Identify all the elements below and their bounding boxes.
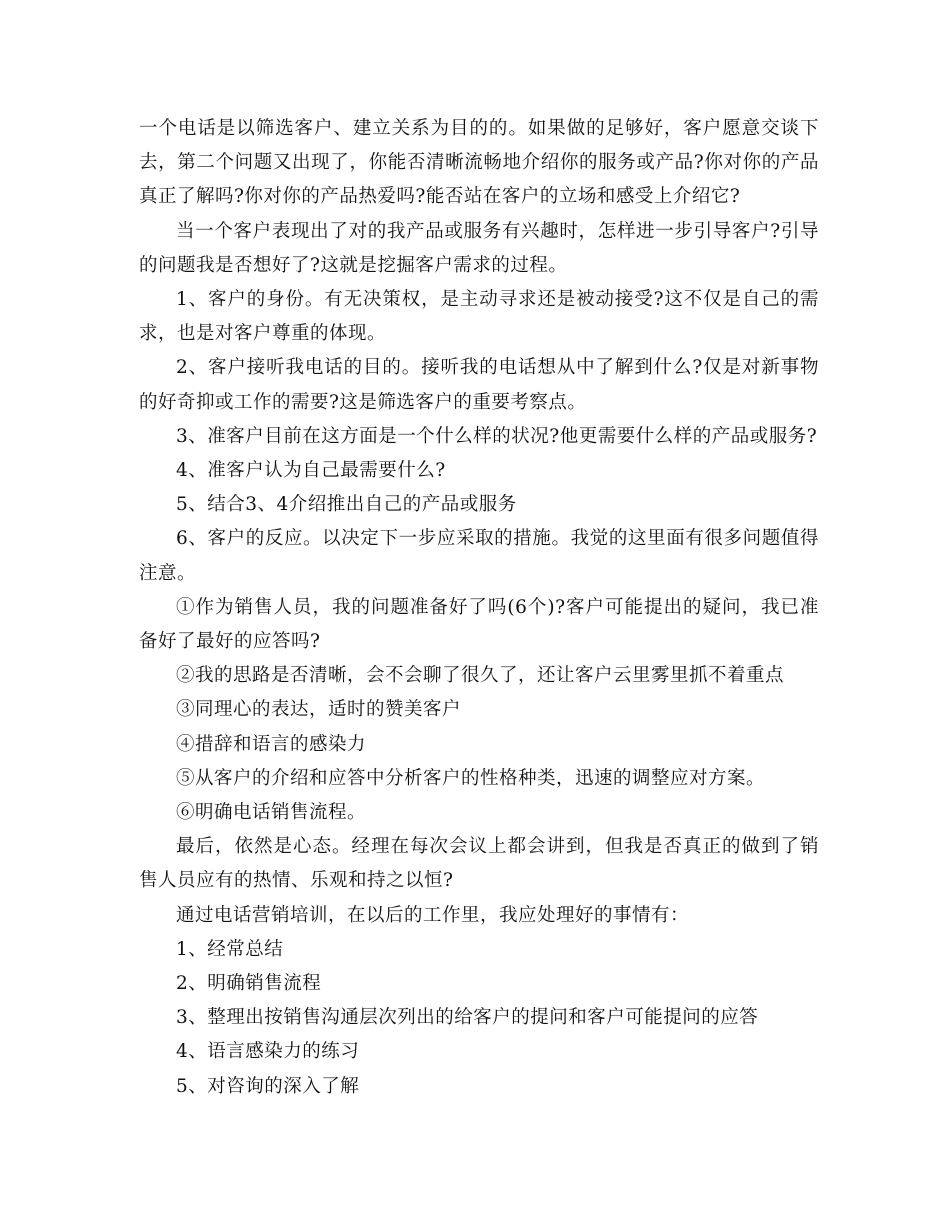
takeaway-item-question-list: 3、整理出按销售沟通层次列出的给客户的提问和客户可能提问的应答 xyxy=(176,1007,759,1029)
note-item-questions-ready: ①作为销售人员，我的问题准备好了吗(6个)?客户可能提出的疑问，我已准备好了最好的应答吗? xyxy=(139,596,819,653)
note-item-sales-process: ⑥明确电话销售流程。 xyxy=(176,802,367,824)
document-body xyxy=(139,112,819,1104)
list-item-customer-reaction: 6、客户的反应。以决定下一步应采取的措施。我觉的这里面有很多问题值得注意。 xyxy=(139,528,819,584)
takeaway-item-language-practice: 4、语言感染力的练习 xyxy=(176,1041,360,1063)
takeaway-item-summarize: 1、经常总结 xyxy=(176,938,284,960)
note-item-personality-analysis: ⑤从客户的介绍和应答中分析客户的性格种类，迅速的调整应对方案。 xyxy=(176,767,766,789)
paragraph-guiding-customer: 当一个客户表现出了对的我产品或服务有兴趣时，怎样进一步引导客户?引导的问题我是否想好了?这就是挖掘客户需求的过程。 xyxy=(139,220,819,276)
takeaway-item-consulting: 5、对咨询的深入了解 xyxy=(176,1075,360,1097)
note-item-language: ④措辞和语言的感染力 xyxy=(176,733,367,755)
takeaway-item-sales-process: 2、明确销售流程 xyxy=(176,973,322,995)
list-item-customer-identity: 1、客户的身份。有无决策权，是主动寻求还是被动接受?这不仅是自己的需求，也是对客户尊重的体现。 xyxy=(139,289,819,345)
note-item-empathy: ③同理心的表达，适时的赞美客户 xyxy=(176,699,462,721)
list-item-customer-status: 3、准客户目前在这方面是一个什么样的状况?他更需要什么样的产品或服务? xyxy=(176,425,818,447)
list-item-call-purpose: 2、客户接听我电话的目的。接听我的电话想从中了解到什么?仅是对新事物的好奇抑或工作的需要?这是筛选客户的重要考察点。 xyxy=(139,357,819,413)
paragraph-takeaways-intro: 通过电话营销培训，在以后的工作里，我应处理好的事情有： xyxy=(176,904,690,926)
list-item-customer-needs: 4、准客户认为自己最需要什么? xyxy=(176,460,446,482)
note-item-clear-thinking: ②我的思路是否清晰，会不会聊了很久了，还让客户云里雾里抓不着重点 xyxy=(176,665,785,687)
paragraph-attitude: 最后，依然是心态。经理在每次会议上都会讲到，但我是否真正的做到了销售人员应有的热情、乐观和持之以恒? xyxy=(139,836,819,892)
list-item-introduce-product: 5、结合3、4介绍推出自己的产品或服务 xyxy=(176,494,517,516)
paragraph-intro-continued: 一个电话是以筛选客户、建立关系为目的的。如果做的足够好，客户愿意交谈下去，第二个问题又出现了，你能否清晰流畅地介绍你的服务或产品?你对你的产品真正了解吗?你对你的产品热爱吗?能否站在客户的立场和感受上介绍它? xyxy=(139,118,819,208)
